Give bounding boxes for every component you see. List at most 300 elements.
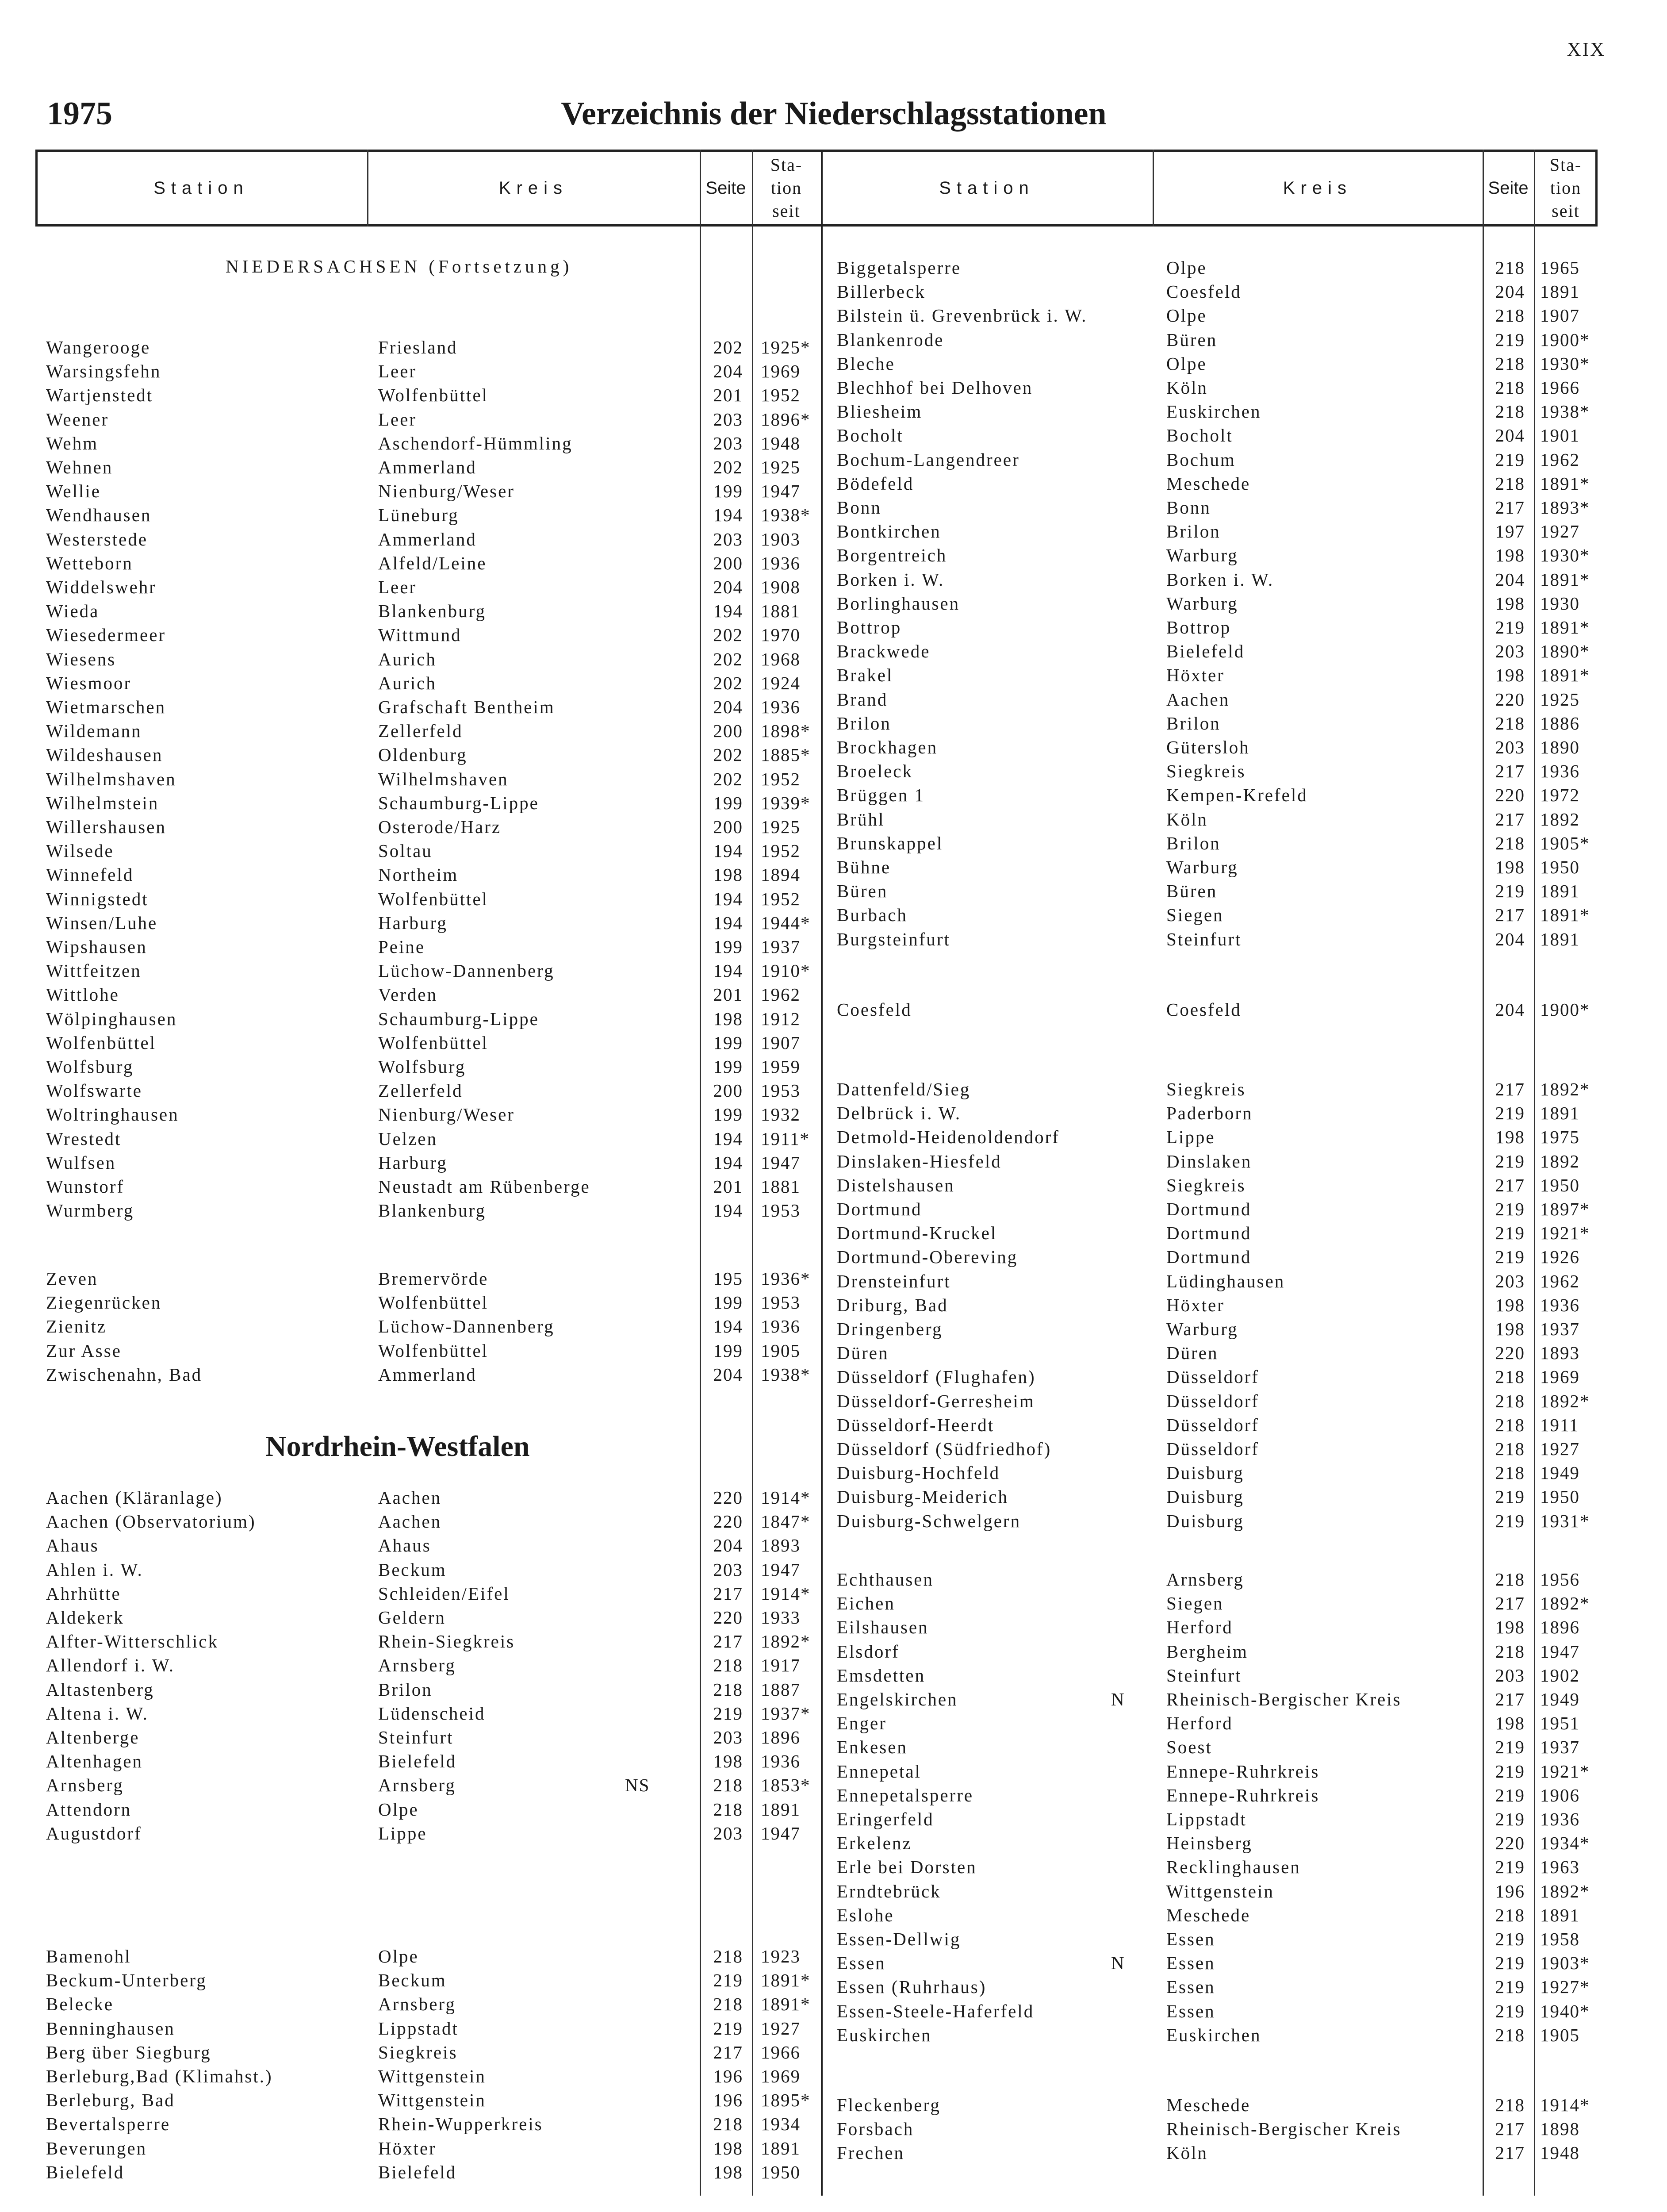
seite-number: 219 <box>713 1970 743 1990</box>
seite-number: 203 <box>1495 737 1525 757</box>
station-name: Belecke <box>46 1994 114 2014</box>
station-name: Dortmund <box>837 1199 922 1219</box>
kreis-name: Höxter <box>1166 665 1225 685</box>
kreis-name: Aachen <box>378 1487 442 1508</box>
station-since-year: 1903 <box>761 529 801 549</box>
station-name: Essen-Steele-Haferfeld <box>837 2001 1035 2021</box>
kreis-name: Recklinghausen <box>1166 1857 1301 1877</box>
station-name: Wendhausen <box>46 505 152 525</box>
station-name: Eslohe <box>837 1905 894 1925</box>
kreis-name: Lüchow-Dannenberg <box>378 960 555 981</box>
kreis-name: Harburg <box>378 913 448 933</box>
kreis-name: Essen <box>1166 1977 1215 1997</box>
station-since-year: 1891 <box>1540 1905 1580 1925</box>
station-name: Bevertalsperre <box>46 2114 171 2134</box>
station-since-year: 1952 <box>761 769 801 789</box>
station-name: Altena i. W. <box>46 1703 149 1724</box>
station-name: Zienitz <box>46 1316 107 1336</box>
station-since-year: 1953 <box>761 1200 801 1221</box>
seite-number: 203 <box>713 529 743 549</box>
kreis-name: Olpe <box>1166 305 1207 326</box>
station-name: Bliesheim <box>837 401 923 422</box>
column-rule <box>1483 150 1484 2196</box>
seite-number: 198 <box>713 864 743 885</box>
station-since-year: 1906 <box>1540 1785 1580 1805</box>
station-name: Arnsberg <box>46 1775 124 1795</box>
kreis-name: Euskirchen <box>1166 2025 1261 2045</box>
station-since-year: 1893* <box>1540 497 1590 518</box>
seite-number: 204 <box>1495 929 1525 949</box>
kreis-name: Northeim <box>378 864 459 885</box>
seite-number: 198 <box>713 1751 743 1771</box>
seite-number: 218 <box>713 1679 743 1700</box>
station-since-year: 1891 <box>1540 1103 1580 1123</box>
seite-number: 204 <box>1495 281 1525 302</box>
kreis-name: Aachen <box>1166 689 1230 710</box>
station-name: Blankenrode <box>837 330 944 350</box>
kreis-name: Ennepe-Ruhrkreis <box>1166 1785 1320 1805</box>
station-since-year: 1950 <box>1540 1175 1580 1195</box>
seite-number: 219 <box>1495 1977 1525 1997</box>
station-since-year: 1908 <box>761 577 801 597</box>
kreis-name: Meschede <box>1166 473 1251 494</box>
kreis-name: Beckum <box>378 1559 447 1580</box>
kreis-name: Alfeld/Leine <box>378 553 487 573</box>
station-since-year: 1933 <box>761 1607 801 1628</box>
kreis-name: Düsseldorf <box>1166 1415 1259 1435</box>
seite-number: 217 <box>1495 2143 1525 2163</box>
seite-number: 199 <box>713 1340 743 1361</box>
seite-number: 198 <box>1495 545 1525 565</box>
station-since-year: 1934 <box>761 2114 801 2134</box>
station-name: Wulfsen <box>46 1152 116 1173</box>
station-since-year: 1972 <box>1540 785 1580 805</box>
kreis-name: Siegen <box>1166 1593 1224 1613</box>
station-name: Widdelswehr <box>46 577 157 597</box>
seite-number: 198 <box>713 2162 743 2182</box>
station-name: Biggetalsperre <box>837 257 962 278</box>
station-since-year: 1962 <box>1540 1271 1580 1291</box>
station-since-year: 1891* <box>1540 905 1590 925</box>
seite-number: 220 <box>1495 1833 1525 1853</box>
kreis-name: Wolfenbüttel <box>378 1292 489 1313</box>
header-seite-right: Seite <box>1488 178 1529 198</box>
station-name: Bocholt <box>837 425 904 445</box>
station-name: Westerstede <box>46 529 148 549</box>
station-since-year: 1965 <box>1540 257 1580 278</box>
station-since-year: 1892* <box>761 1631 811 1651</box>
station-name: Düsseldorf (Südfriedhof) <box>837 1439 1052 1459</box>
kreis-name: Leer <box>378 577 417 597</box>
station-since-year: 1893 <box>761 1535 801 1555</box>
station-name: Berg über Siegburg <box>46 2042 211 2062</box>
kreis-name: Euskirchen <box>1166 401 1261 422</box>
station-since-year: 1907 <box>1540 305 1580 326</box>
kreis-name: Dinslaken <box>1166 1151 1252 1171</box>
station-since-year: 1958 <box>1540 1929 1580 1949</box>
kreis-name: Brilon <box>1166 713 1221 733</box>
seite-number: 204 <box>713 361 743 381</box>
kreis-name: Siegkreis <box>1166 1175 1246 1195</box>
station-name: Burbach <box>837 905 908 925</box>
kreis-name: Arnsberg <box>378 1655 456 1675</box>
station-since-year: 1951 <box>1540 1713 1580 1733</box>
kreis-name: Heinsberg <box>1166 1833 1253 1853</box>
station-name: Wurmberg <box>46 1200 134 1221</box>
seite-number: 219 <box>1495 1223 1525 1243</box>
station-name: Altastenberg <box>46 1679 154 1700</box>
seite-number: 218 <box>1495 257 1525 278</box>
kreis-name: Wolfenbüttel <box>378 385 489 405</box>
kreis-name: Schaumburg-Lippe <box>378 793 539 813</box>
station-since-year: 1891* <box>1540 665 1590 685</box>
kreis-name: Coesfeld <box>1166 999 1242 1020</box>
seite-number: 218 <box>1495 401 1525 422</box>
station-since-year: 1896 <box>761 1727 801 1747</box>
station-name: Beckum-Unterberg <box>46 1970 207 1990</box>
seite-number: 219 <box>1495 1809 1525 1829</box>
station-name: Ahlen i. W. <box>46 1559 143 1580</box>
kreis-name: Paderborn <box>1166 1103 1253 1123</box>
column-rule <box>1534 150 1535 2196</box>
station-flag: NS <box>625 1775 650 1795</box>
seite-number: 197 <box>1495 521 1525 541</box>
station-since-year: 1936 <box>761 697 801 717</box>
seite-number: 218 <box>1495 1439 1525 1459</box>
seite-number: 198 <box>1495 1295 1525 1315</box>
station-name: Düsseldorf (Flughafen) <box>837 1367 1036 1387</box>
station-name: Wietmarschen <box>46 697 166 717</box>
kreis-name: Höxter <box>1166 1295 1225 1315</box>
station-since-year: 1949 <box>1540 1689 1580 1709</box>
station-since-year: 1936 <box>1540 761 1580 781</box>
station-name: Bochum-Langendreer <box>837 449 1020 470</box>
station-since-year: 1890 <box>1540 737 1580 757</box>
kreis-name: Bonn <box>1166 497 1211 518</box>
seite-number: 194 <box>713 505 743 525</box>
station-name: Dattenfeld/Sieg <box>837 1079 971 1099</box>
station-since-year: 1969 <box>761 361 801 381</box>
kreis-name: Herford <box>1166 1617 1233 1637</box>
kreis-name: Peine <box>378 937 425 957</box>
station-since-year: 1912 <box>761 1009 801 1029</box>
kreis-name: Köln <box>1166 809 1208 830</box>
station-name: Ahrhütte <box>46 1583 121 1604</box>
station-name: Alfter-Witterschlick <box>46 1631 218 1651</box>
seite-number: 200 <box>713 721 743 741</box>
station-name: Wildeshausen <box>46 745 163 765</box>
seite-number: 218 <box>713 1946 743 1966</box>
station-since-year: 1962 <box>1540 449 1580 470</box>
station-since-year: 1969 <box>761 2066 801 2086</box>
kreis-name: Meschede <box>1166 2095 1251 2115</box>
station-name: Wetteborn <box>46 553 133 573</box>
header-kreis-right: Kreis <box>1283 178 1353 198</box>
station-since-year: 1921* <box>1540 1223 1590 1243</box>
seite-number: 194 <box>713 1200 743 1221</box>
seite-number: 204 <box>1495 569 1525 590</box>
station-since-year: 1975 <box>1540 1127 1580 1147</box>
station-name: Blechhof bei Delhoven <box>837 377 1033 398</box>
station-since-year: 1891 <box>1540 881 1580 901</box>
station-name: Essen (Ruhrhaus) <box>837 1977 987 1997</box>
station-name: Billerbeck <box>837 281 926 302</box>
seite-number: 218 <box>713 2114 743 2134</box>
station-name: Willershausen <box>46 817 166 837</box>
station-name: Erle bei Dorsten <box>837 1857 977 1877</box>
station-since-year: 1891* <box>1540 569 1590 590</box>
seite-number: 217 <box>1495 2119 1525 2139</box>
station-since-year: 1925* <box>761 337 811 357</box>
station-name: Bielefeld <box>46 2162 125 2182</box>
kreis-name: Duisburg <box>1166 1463 1244 1483</box>
station-since-year: 1914* <box>761 1583 811 1604</box>
station-name: Echthausen <box>837 1569 934 1590</box>
kreis-name: Warburg <box>1166 1319 1238 1339</box>
station-name: Wunstorf <box>46 1176 125 1197</box>
station-name: Düsseldorf-Gerresheim <box>837 1391 1035 1411</box>
kreis-name: Blankenburg <box>378 601 487 621</box>
kreis-name: Lippstadt <box>378 2018 459 2039</box>
kreis-name: Zellerfeld <box>378 1080 463 1101</box>
station-since-year: 1956 <box>1540 1569 1580 1590</box>
seite-number: 217 <box>713 1583 743 1604</box>
seite-number: 198 <box>1495 665 1525 685</box>
kreis-name: Wittgenstein <box>378 2090 486 2110</box>
station-since-year: 1930* <box>1540 353 1590 374</box>
seite-number: 220 <box>713 1487 743 1508</box>
station-name: Elsdorf <box>837 1641 900 1662</box>
station-name: Broeleck <box>837 761 913 781</box>
kreis-name: Düsseldorf <box>1166 1391 1259 1411</box>
kreis-name: Büren <box>1166 881 1218 901</box>
seite-number: 220 <box>1495 689 1525 710</box>
seite-number: 203 <box>713 1727 743 1747</box>
station-since-year: 1924 <box>761 673 801 693</box>
station-name: Eichen <box>837 1593 895 1613</box>
station-since-year: 1923 <box>761 1946 801 1966</box>
kreis-name: Lüdinghausen <box>1166 1271 1285 1291</box>
station-name: Wehnen <box>46 457 113 477</box>
station-since-year: 1911 <box>1540 1415 1579 1435</box>
seite-number: 194 <box>713 841 743 861</box>
kreis-name: Warburg <box>1166 593 1238 614</box>
station-since-year: 1892* <box>1540 1881 1590 1901</box>
station-name: Brakel <box>837 665 893 685</box>
station-since-year: 1891 <box>761 1799 801 1820</box>
seite-number: 198 <box>1495 1617 1525 1637</box>
station-table <box>35 150 1598 2196</box>
kreis-name: Olpe <box>1166 257 1207 278</box>
station-since-year: 1947 <box>761 1559 801 1580</box>
station-since-year: 1917 <box>761 1655 801 1675</box>
station-since-year: 1936 <box>761 1751 801 1771</box>
kreis-name: Wilhelmshaven <box>378 769 509 789</box>
seite-number: 198 <box>1495 1127 1525 1147</box>
seite-number: 194 <box>713 889 743 909</box>
kreis-name: Ahaus <box>378 1535 431 1555</box>
station-name: Weener <box>46 409 109 430</box>
kreis-name: Duisburg <box>1166 1511 1244 1531</box>
station-name: Augustdorf <box>46 1823 142 1843</box>
station-name: Duisburg-Schwelgern <box>837 1511 1021 1531</box>
seite-number: 219 <box>1495 1199 1525 1219</box>
kreis-name: Arnsberg <box>1166 1569 1244 1590</box>
seite-number: 203 <box>713 1559 743 1580</box>
station-since-year: 1936* <box>761 1268 811 1289</box>
kreis-name: Ammerland <box>378 1364 477 1385</box>
station-name: Wilhelmshaven <box>46 769 176 789</box>
station-name: Dringenberg <box>837 1319 943 1339</box>
kreis-name: Brilon <box>378 1679 433 1700</box>
kreis-name: Bocholt <box>1166 425 1233 445</box>
seite-number: 218 <box>1495 1415 1525 1435</box>
station-since-year: 1887 <box>761 1679 801 1700</box>
seite-number: 217 <box>1495 1079 1525 1099</box>
kreis-name: Düren <box>1166 1343 1219 1363</box>
station-since-year: 1891* <box>1540 617 1590 637</box>
seite-number: 218 <box>713 1994 743 2014</box>
seite-number: 198 <box>1495 593 1525 614</box>
seite-number: 218 <box>1495 1905 1525 1925</box>
seite-number: 203 <box>1495 1271 1525 1291</box>
seite-number: 204 <box>713 577 743 597</box>
station-name: Berleburg,Bad (Klimahst.) <box>46 2066 273 2086</box>
station-since-year: 1891 <box>761 2138 801 2158</box>
seite-number: 219 <box>1495 1103 1525 1123</box>
kreis-name: Soltau <box>378 841 433 861</box>
station-name: Benninghausen <box>46 2018 175 2039</box>
station-name: Euskirchen <box>837 2025 932 2045</box>
kreis-name: Aachen <box>378 1511 442 1532</box>
seite-number: 219 <box>1495 1953 1525 1973</box>
station-name: Wiesmoor <box>46 673 132 693</box>
station-name: Berleburg, Bad <box>46 2090 175 2110</box>
station-since-year: 1938* <box>761 1364 811 1385</box>
kreis-name: Lüchow-Dannenberg <box>378 1316 555 1336</box>
section-niedersachsen: NIEDERSACHSEN (Fortsetzung) <box>226 256 573 276</box>
station-name: Dinslaken-Hiesfeld <box>837 1151 1002 1171</box>
seite-number: 201 <box>713 984 743 1005</box>
seite-number: 198 <box>1495 1319 1525 1339</box>
seite-number: 218 <box>713 1775 743 1795</box>
station-since-year: 1900* <box>1540 330 1590 350</box>
seite-number: 217 <box>1495 761 1525 781</box>
kreis-name: Wolfenbüttel <box>378 1033 489 1053</box>
seite-number: 204 <box>713 697 743 717</box>
station-since-year: 1953 <box>761 1080 801 1101</box>
station-since-year: 1939* <box>761 793 811 813</box>
kreis-name: Leer <box>378 361 417 381</box>
station-name: Ennepetalsperre <box>837 1785 974 1805</box>
station-name: Brilon <box>837 713 891 733</box>
station-since-year: 1947 <box>761 1152 801 1173</box>
station-name: Allendorf i. W. <box>46 1655 175 1675</box>
seite-number: 195 <box>713 1268 743 1289</box>
kreis-name: Düsseldorf <box>1166 1439 1259 1459</box>
seite-number: 202 <box>713 337 743 357</box>
seite-number: 204 <box>1495 425 1525 445</box>
station-name: Essen-Dellwig <box>837 1929 961 1949</box>
kreis-name: Siegen <box>1166 905 1224 925</box>
station-name: Woltringhausen <box>46 1104 179 1125</box>
station-name: Wolfsburg <box>46 1056 134 1077</box>
seite-number: 219 <box>1495 449 1525 470</box>
station-since-year: 1853* <box>761 1775 811 1795</box>
seite-number: 199 <box>713 937 743 957</box>
station-name: Bödefeld <box>837 473 914 494</box>
seite-number: 219 <box>1495 1785 1525 1805</box>
station-name: Emsdetten <box>837 1665 926 1686</box>
station-since-year: 1886 <box>1540 713 1580 733</box>
kreis-name: Brilon <box>1166 833 1221 853</box>
station-name: Brüggen 1 <box>837 785 925 805</box>
station-since-year: 1910* <box>761 960 811 981</box>
station-name: Fleckenberg <box>837 2095 941 2115</box>
station-name: Coesfeld <box>837 999 912 1020</box>
station-since-year: 1937 <box>1540 1319 1580 1339</box>
kreis-name: Neustadt am Rübenberge <box>378 1176 590 1197</box>
kreis-name: Harburg <box>378 1152 448 1173</box>
seite-number: 199 <box>713 1104 743 1125</box>
station-since-year: 1892* <box>1540 1391 1590 1411</box>
kreis-name: Bergheim <box>1166 1641 1248 1662</box>
seite-number: 218 <box>1495 353 1525 374</box>
kreis-name: Rhein-Wupperkreis <box>378 2114 543 2134</box>
station-since-year: 1891 <box>1540 281 1580 302</box>
seite-number: 218 <box>1495 713 1525 733</box>
seite-number: 217 <box>1495 1593 1525 1613</box>
column-rule <box>1153 150 1154 227</box>
seite-number: 218 <box>1495 833 1525 853</box>
station-name: Aldekerk <box>46 1607 124 1628</box>
station-name: Büren <box>837 881 888 901</box>
seite-number: 203 <box>1495 641 1525 661</box>
station-since-year: 1936 <box>761 1316 801 1336</box>
station-since-year: 1938* <box>1540 401 1590 422</box>
station-name: Wilsede <box>46 841 114 861</box>
station-since-year: 1963 <box>1540 1857 1580 1877</box>
station-name: Dortmund-Kruckel <box>837 1223 997 1243</box>
station-since-year: 1921* <box>1540 1761 1590 1782</box>
kreis-name: Steinfurt <box>1166 929 1242 949</box>
station-name: Eilshausen <box>837 1617 929 1637</box>
seite-number: 219 <box>1495 1247 1525 1267</box>
station-since-year: 1896 <box>1540 1617 1580 1637</box>
kreis-name: Bielefeld <box>1166 641 1245 661</box>
seite-number: 217 <box>1495 905 1525 925</box>
kreis-name: Nienburg/Weser <box>378 481 515 501</box>
station-since-year: 1926 <box>1540 1247 1580 1267</box>
page-number: XIX <box>1567 38 1606 60</box>
station-since-year: 1953 <box>761 1292 801 1313</box>
kreis-name: Borken i. W. <box>1166 569 1274 590</box>
seite-number: 194 <box>713 1129 743 1149</box>
station-since-year: 1932 <box>761 1104 801 1125</box>
kreis-name: Soest <box>1166 1737 1212 1757</box>
kreis-name: Lippe <box>378 1823 427 1843</box>
kreis-name: Lüneburg <box>378 505 459 525</box>
station-name: Ziegenrücken <box>46 1292 162 1313</box>
seite-number: 198 <box>1495 1713 1525 1733</box>
station-since-year: 1893 <box>1540 1343 1580 1363</box>
station-name: Winsen/Luhe <box>46 913 158 933</box>
station-name: Wiesens <box>46 649 116 669</box>
seite-number: 203 <box>713 433 743 453</box>
kreis-name: Duisburg <box>1166 1486 1244 1507</box>
station-since-year: 1927 <box>1540 521 1580 541</box>
kreis-name: Lippstadt <box>1166 1809 1247 1829</box>
